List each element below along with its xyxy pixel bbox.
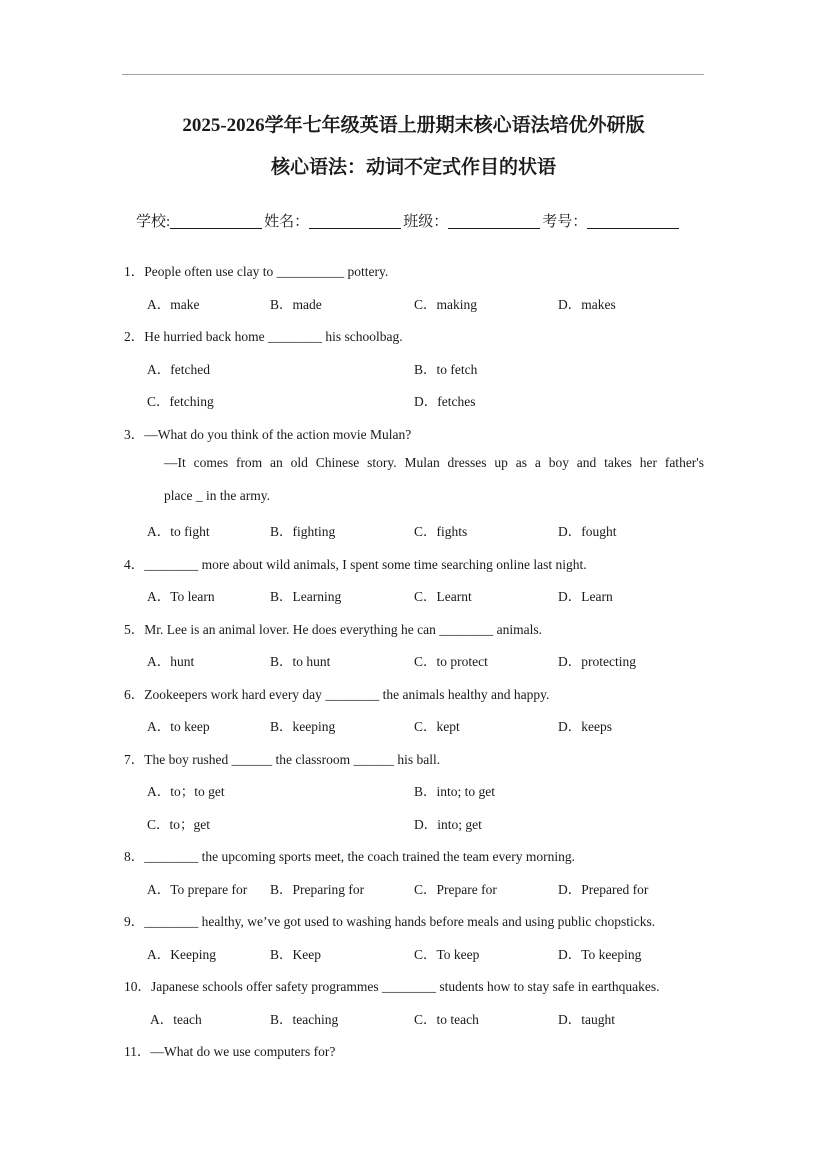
question-7: 7．The boy rushed ______ the classroom ______ his ball. [124,752,441,767]
question-11: 11．—What do we use computers for? [124,1044,336,1059]
q1-option-a[interactable]: A．make [147,297,200,312]
q2-option-a[interactable]: A．fetched [147,362,210,377]
school-blank[interactable] [170,214,262,229]
q8-option-a[interactable]: A．To prepare for [147,882,248,897]
question-2: 2．He hurried back home ________ his schoolbag. [124,329,403,344]
q7-option-a[interactable]: A．to；to get [147,784,225,799]
q8-option-d[interactable]: D．Prepared for [558,882,649,897]
page-subtitle: 核心语法：动词不定式作目的状语 [270,157,556,178]
q9-option-c[interactable]: C．To keep [414,947,480,962]
q1-option-c[interactable]: C．making [414,297,477,312]
q8-option-b[interactable]: B．Preparing for [270,882,365,897]
q9-option-b[interactable]: B．Keep [270,947,321,962]
class-blank[interactable] [448,214,540,229]
school-label: 学校: [136,214,171,230]
q1-option-b[interactable]: B．made [270,297,322,312]
q9-option-d[interactable]: D．To keeping [558,947,642,962]
question-4: 4．________ more about wild animals, I spent some time searching online last night. [124,557,587,572]
q5-option-a[interactable]: A．hunt [147,654,195,669]
q3-option-b[interactable]: B．fighting [270,524,336,539]
q10-option-a[interactable]: A．teach [150,1012,202,1027]
q10-option-c[interactable]: C．to teach [414,1012,479,1027]
question-10: 10．Japanese schools offer safety programmes ________ students how to stay safe in earthquakes. [124,979,660,994]
name-label: 姓名： [264,214,310,230]
q1-option-d[interactable]: D．makes [558,297,616,312]
header-rule [122,74,704,75]
question-1: 1．People often use clay to __________ pottery. [124,264,389,279]
q6-option-a[interactable]: A．to keep [147,719,210,734]
question-6: 6．Zookeepers work hard every day ________ the animals healthy and happy. [124,687,550,702]
q2-option-b[interactable]: B．to fetch [414,362,478,377]
q4-option-a[interactable]: A．To learn [147,589,215,604]
q10-option-d[interactable]: D．taught [558,1012,615,1027]
q3-option-a[interactable]: A．to fight [147,524,210,539]
q8-option-c[interactable]: C．Prepare for [414,882,497,897]
q2-option-d[interactable]: D．fetches [414,394,476,409]
question-3: 3．—What do you think of the action movie Mulan? [124,427,412,442]
q5-option-d[interactable]: D．protecting [558,654,636,669]
name-blank[interactable] [309,214,401,229]
class-label: 班级： [403,214,449,230]
q4-option-c[interactable]: C．Learnt [414,589,472,604]
q7-option-c[interactable]: C．to；get [147,817,210,832]
q9-option-a[interactable]: A．Keeping [147,947,216,962]
question-5: 5．Mr. Lee is an animal lover. He does everything he can ________ animals. [124,622,543,637]
question-9: 9．________ healthy, we’ve got used to washing hands before meals and using public chopsticks. [124,914,656,929]
page-title: 2025-2026学年七年级英语上册期末核心语法培优外研版 [182,115,645,136]
q5-option-b[interactable]: B．to hunt [270,654,331,669]
question-3-line-3: place _ in the army. [164,488,270,503]
q10-option-b[interactable]: B．teaching [270,1012,339,1027]
q2-option-c[interactable]: C．fetching [147,394,214,409]
q6-option-c[interactable]: C．kept [414,719,460,734]
question-8: 8．________ the upcoming sports meet, the coach trained the team every morning. [124,849,576,864]
question-3-line-2: —It comes from an old Chinese story. Mulan dresses up as a boy and takes her father's [164,455,704,470]
q7-option-b[interactable]: B．into; to get [414,784,495,799]
q3-option-d[interactable]: D．fought [558,524,617,539]
q6-option-d[interactable]: D．keeps [558,719,612,734]
q7-option-d[interactable]: D．into; get [414,817,482,832]
q6-option-b[interactable]: B．keeping [270,719,336,734]
number-blank[interactable] [587,214,679,229]
number-label: 考号： [542,214,588,230]
q4-option-d[interactable]: D．Learn [558,589,613,604]
q4-option-b[interactable]: B．Learning [270,589,342,604]
q5-option-c[interactable]: C．to protect [414,654,488,669]
student-info-line [136,210,681,231]
q3-option-c[interactable]: C．fights [414,524,468,539]
